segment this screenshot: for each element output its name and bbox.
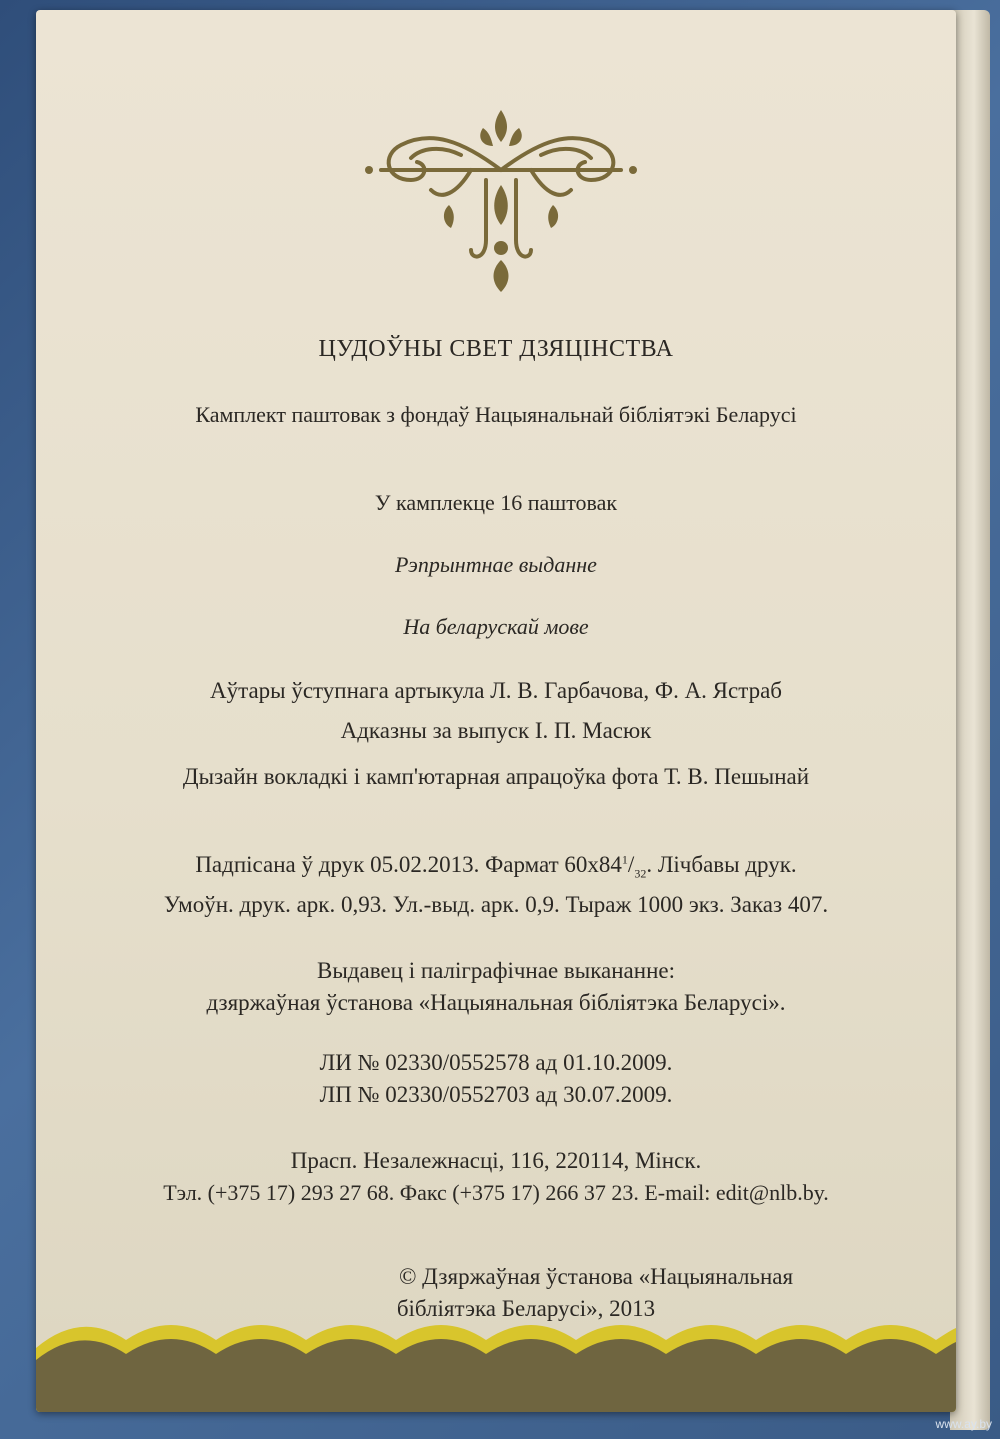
edition-note: Рэпрынтнае выданне — [395, 552, 597, 577]
card-subtitle: Камплект паштовак з фондаў Нацыянальнай бібліятэкі Беларусі — [195, 402, 797, 427]
design-line: Дызайн вокладкі і камп'ютарная апрацоўка фота Т. В. Пешынай — [182, 764, 810, 789]
postcard-back — [36, 10, 956, 1412]
format-subscript: 32 — [634, 866, 647, 881]
postcard-count: У камплекце 16 паштовак — [374, 490, 618, 515]
publisher-line-1: Выдавец і паліграфічнае выкананне: — [317, 958, 675, 983]
print-info-text-a: Падпісана ў друк 05.02.2013. Фармат 60х84 — [195, 852, 622, 877]
copyright-line-1: © Дзяржаўная ўстанова «Нацыянальная — [398, 1264, 794, 1289]
print-info-text-b: . Лічбавы друк. — [646, 852, 797, 877]
license-line-1: ЛИ № 02330/0552578 ад 01.10.2009. — [319, 1050, 673, 1075]
scalloped-border-icon — [36, 1310, 956, 1412]
card-edge — [950, 10, 990, 1430]
license-line-2: ЛП № 02330/0552703 ад 30.07.2009. — [319, 1082, 673, 1107]
responsible-line: Адказны за выпуск І. П. Масюк — [340, 718, 652, 743]
address-line: Прасп. Незалежнасці, 116, 220114, Мінск. — [290, 1148, 702, 1173]
ornament-icon — [341, 100, 661, 300]
copyright-line-2: бібліятэка Беларусі», 2013 — [396, 1296, 656, 1321]
publisher-line-2: дзяржаўная ўстанова «Нацыянальная бібліятэка Беларусі». — [206, 990, 786, 1015]
card-title: ЦУДОЎНЫ СВЕТ ДЗЯЦІНСТВА — [318, 336, 674, 362]
print-info-line-2: Умоўн. друк. арк. 0,93. Ул.-выд. арк. 0,9. Тыраж 1000 экз. Заказ 407. — [163, 892, 829, 917]
format-superscript: 1 — [621, 852, 628, 867]
language-note: На беларускай мове — [403, 614, 589, 639]
watermark: www.ay.by — [935, 1417, 992, 1431]
authors-line: Аўтары ўступнага артыкула Л. В. Гарбачова, Ф. А. Ястраб — [210, 678, 782, 703]
print-info-line-1: Падпісана ў друк 05.02.2013. Фармат $60х84^1/_{32}$. Лічбавы друк. — [195, 852, 797, 881]
contacts-line: Тэл. (+375 17) 293 27 68. Факс (+375 17) 266 37 23. E-mail: edit@nlb.by. — [163, 1180, 829, 1205]
